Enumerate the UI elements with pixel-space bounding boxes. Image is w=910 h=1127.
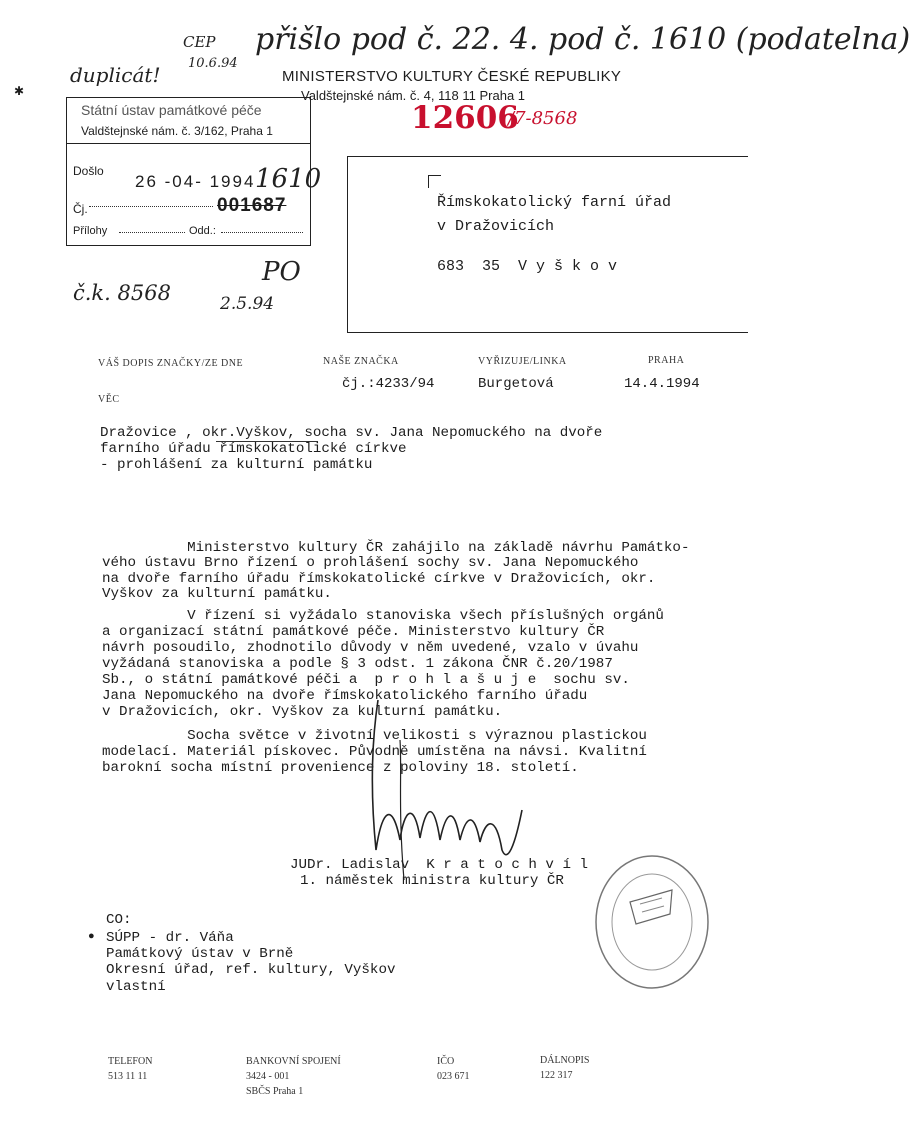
handwritten-registration-number: 12606	[411, 100, 519, 136]
signatory-name: JUDr. Ladislav K r a t o c h v í l	[290, 857, 588, 873]
footer-phone: 513 11 11	[108, 1071, 148, 1082]
copies-item: SÚPP - dr. Váňa	[106, 930, 234, 946]
handled-by-value: Burgetová	[478, 376, 554, 392]
stamp-attachments-label: Přílohy	[73, 225, 108, 237]
stamp-ref-number: 001687	[217, 195, 287, 216]
subject-line-2: farního úřadu římskokatolické církve	[100, 441, 407, 457]
round-seal	[592, 852, 712, 992]
body-line: Ministerstvo kultury ČR zahájilo na základě návrhu Památko-	[102, 540, 690, 556]
handled-by-label: VYŘIZUJE/LINKA	[478, 356, 567, 367]
footer-phone-label: TELEFON	[108, 1056, 153, 1067]
body-line: Socha světce v životní velikosti s výraznou plastickou	[102, 728, 647, 744]
body-line: a organizací státní památkové péče. Ministerstvo kultury ČR	[102, 624, 605, 640]
punch-mark: ✱	[14, 84, 25, 98]
stamp-address: Valdštejnské nám. č. 3/162, Praha 1	[81, 124, 273, 138]
body-line: Sb., o státní památkové péči a p r o h l a š u j e sochu sv.	[102, 672, 630, 688]
copies-label: CO:	[106, 912, 132, 928]
body-line: Vyškov za kulturní památku.	[102, 586, 332, 602]
addressee-line-3: 683 35 V y š k o v	[437, 258, 618, 275]
ministry-name: MINISTERSTVO KULTURY ČESKÉ REPUBLIKY	[282, 68, 622, 85]
stamp-received-label: Došlo	[73, 164, 104, 178]
stamp-attachments-dots	[119, 232, 185, 233]
subject-label: VĚC	[98, 394, 120, 405]
body-line: návrh posoudilo, zhodnotilo důvody v něm uvedené, vzalo v úvahu	[102, 640, 639, 656]
footer-bank-2: SBČS Praha 1	[246, 1086, 304, 1097]
handwritten-duplicate: duplicát!	[70, 63, 161, 87]
place-label: PRAHA	[648, 355, 685, 366]
body-line: vyžádaná stanoviska a podle § 3 odst. 1 zákona ČNR č.20/1987	[102, 656, 613, 672]
handwritten-cep-date: 10.6.94	[188, 56, 238, 71]
subject-line-3: - prohlášení za kulturní památku	[100, 457, 373, 473]
handwritten-initials-date: 2.5.94	[220, 294, 275, 314]
signatory-title: 1. náměstek ministra kultury ČR	[300, 873, 564, 889]
body-line: V řízení si vyžádalo stanoviska všech příslušných orgánů	[102, 608, 664, 624]
copies-item: Okresní úřad, ref. kultury, Vyškov	[106, 962, 396, 978]
stamp-institution: Státní ústav památkové péče	[81, 102, 262, 118]
addressee-line-1: Římskokatolický farní úřad	[437, 194, 672, 211]
body-line: modelací. Materiál pískovec. Původně umístěna na návsi. Kvalitní	[102, 744, 647, 760]
stamp-sections-dots	[221, 232, 303, 233]
address-corner-mark	[428, 175, 441, 188]
ministry-address: Valdštejnské nám. č. 4, 118 11 Praha 1	[301, 88, 526, 103]
stamp-sections-label: Odd.:	[189, 225, 216, 237]
stamp-received-number: 1610	[255, 164, 322, 194]
footer-telex-label: DÁLNOPIS	[540, 1055, 590, 1066]
our-ref-label: NAŠE ZNAČKA	[323, 356, 399, 367]
handwritten-reference: č.k. 8568	[73, 281, 171, 305]
body-line: Jana Nepomuckého na dvoře římskokatolického farního úřadu	[102, 688, 588, 704]
body-line: na dvoře farního úřadu římskokatolické církve v Dražovicích, okr.	[102, 571, 656, 587]
addressee-line-2: v Dražovicích	[437, 218, 555, 235]
footer-ico-label: IČO	[437, 1056, 455, 1067]
our-ref-value: čj.:4233/94	[342, 376, 435, 392]
copies-item: Památkový ústav v Brně	[106, 946, 294, 962]
body-line: v Dražovicích, okr. Vyškov za kulturní památku.	[102, 704, 503, 720]
stamp-ref-dots	[89, 206, 213, 207]
footer-bank-label: BANKOVNÍ SPOJENÍ	[246, 1056, 341, 1067]
addressee-box	[347, 156, 748, 333]
handwritten-cep: CEP	[183, 33, 216, 51]
receipt-stamp	[66, 97, 322, 246]
body-line: barokní socha místní provenience z poloviny 18. století.	[102, 760, 579, 776]
stamp-ref-label: Čj.	[73, 202, 88, 216]
letter-date: 14.4.1994	[624, 376, 700, 392]
footer-bank: 3424 - 001	[246, 1071, 290, 1082]
footer-ico: 023 671	[437, 1071, 470, 1082]
handwritten-receipt-note: přišlo pod č. 22. 4. pod č. 1610 (podatelna)	[255, 22, 910, 57]
body-line: vého ústavu Brno řízení o prohlášení sochy sv. Jana Nepomuckého	[102, 555, 639, 571]
subject-line-1: Dražovice , okr.Vyškov, socha sv. Jana Nepomuckého na dvoře	[100, 425, 603, 441]
your-letter-label: VÁŠ DOPIS ZNAČKY/ZE DNE	[98, 358, 244, 369]
handwritten-initials: PO	[262, 257, 301, 287]
footer-telex: 122 317	[540, 1070, 573, 1081]
copies-item: vlastní	[106, 979, 166, 995]
bullet-mark: ●	[88, 930, 95, 942]
stamp-received-date: 26 -04- 1994	[135, 172, 256, 191]
handwritten-registration-suffix: /7-8568	[508, 108, 578, 129]
